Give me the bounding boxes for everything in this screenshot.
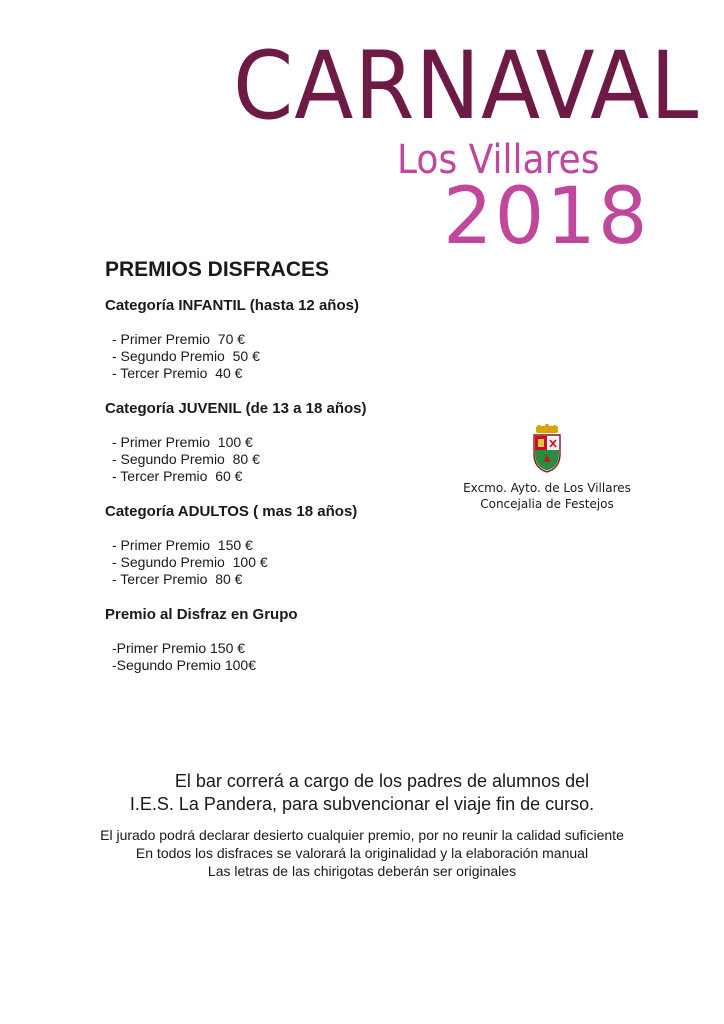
prize-item: -Primer Premio 150 € [112, 640, 246, 656]
prize-item: - Segundo Premio 80 € [112, 451, 260, 467]
crest-line-2: Concejalia de Festejos [480, 497, 614, 511]
rule-line: Las letras de las chirigotas deberán ser originales [207, 863, 517, 879]
category-juvenil-prizes [112, 434, 260, 485]
category-infantil-prizes [112, 331, 260, 382]
rules-notes [0, 826, 724, 880]
prize-item: -Segundo Premio 100€ [112, 657, 256, 673]
logo-town-text: Los Villares [397, 137, 600, 183]
category-juvenil-heading: Categoría JUVENIL (de 13 a 18 años) [105, 400, 367, 417]
page-title: PREMIOS DISFRACES [105, 258, 330, 281]
prize-item: - Tercer Premio 60 € [112, 468, 243, 484]
rule-line: En todos los disfraces se valorará la originalidad y la elaboración manual [135, 845, 589, 861]
town-hall-crest [462, 424, 632, 512]
prize-item: - Primer Premio 150 € [112, 537, 253, 553]
category-adultos-heading: Categoría ADULTOS ( mas 18 años) [105, 503, 358, 520]
logo-carnaval-text: CARNAVAL [233, 32, 700, 141]
carnaval-logo [225, 32, 700, 262]
category-grupo-prizes [112, 640, 256, 674]
category-grupo-heading: Premio al Disfraz en Grupo [105, 606, 298, 623]
category-adultos-prizes [112, 537, 268, 588]
prize-item: - Primer Premio 70 € [112, 331, 246, 347]
prize-item: - Tercer Premio 40 € [112, 365, 243, 381]
prize-item: - Tercer Premio 80 € [112, 571, 243, 587]
coat-of-arms-icon [527, 424, 567, 474]
prize-item: - Segundo Premio 100 € [112, 554, 268, 570]
category-infantil-heading: Categoría INFANTIL (hasta 12 años) [105, 297, 359, 314]
bar-note-line-1: El bar correrá a cargo de los padres de alumnos del [174, 771, 590, 791]
prize-item: - Primer Premio 100 € [112, 434, 253, 450]
crest-line-1: Excmo. Ayto. de Los Villares [463, 481, 631, 495]
bar-note-line-2: I.E.S. La Pandera, para subvencionar el viaje fin de curso. [129, 794, 595, 814]
bar-note [0, 770, 724, 816]
prize-item: - Segundo Premio 50 € [112, 348, 260, 364]
rule-line: El jurado podrá declarar desierto cualquier premio, por no reunir la calidad suficiente [100, 827, 624, 843]
logo-year-text: 2018 [443, 172, 650, 262]
